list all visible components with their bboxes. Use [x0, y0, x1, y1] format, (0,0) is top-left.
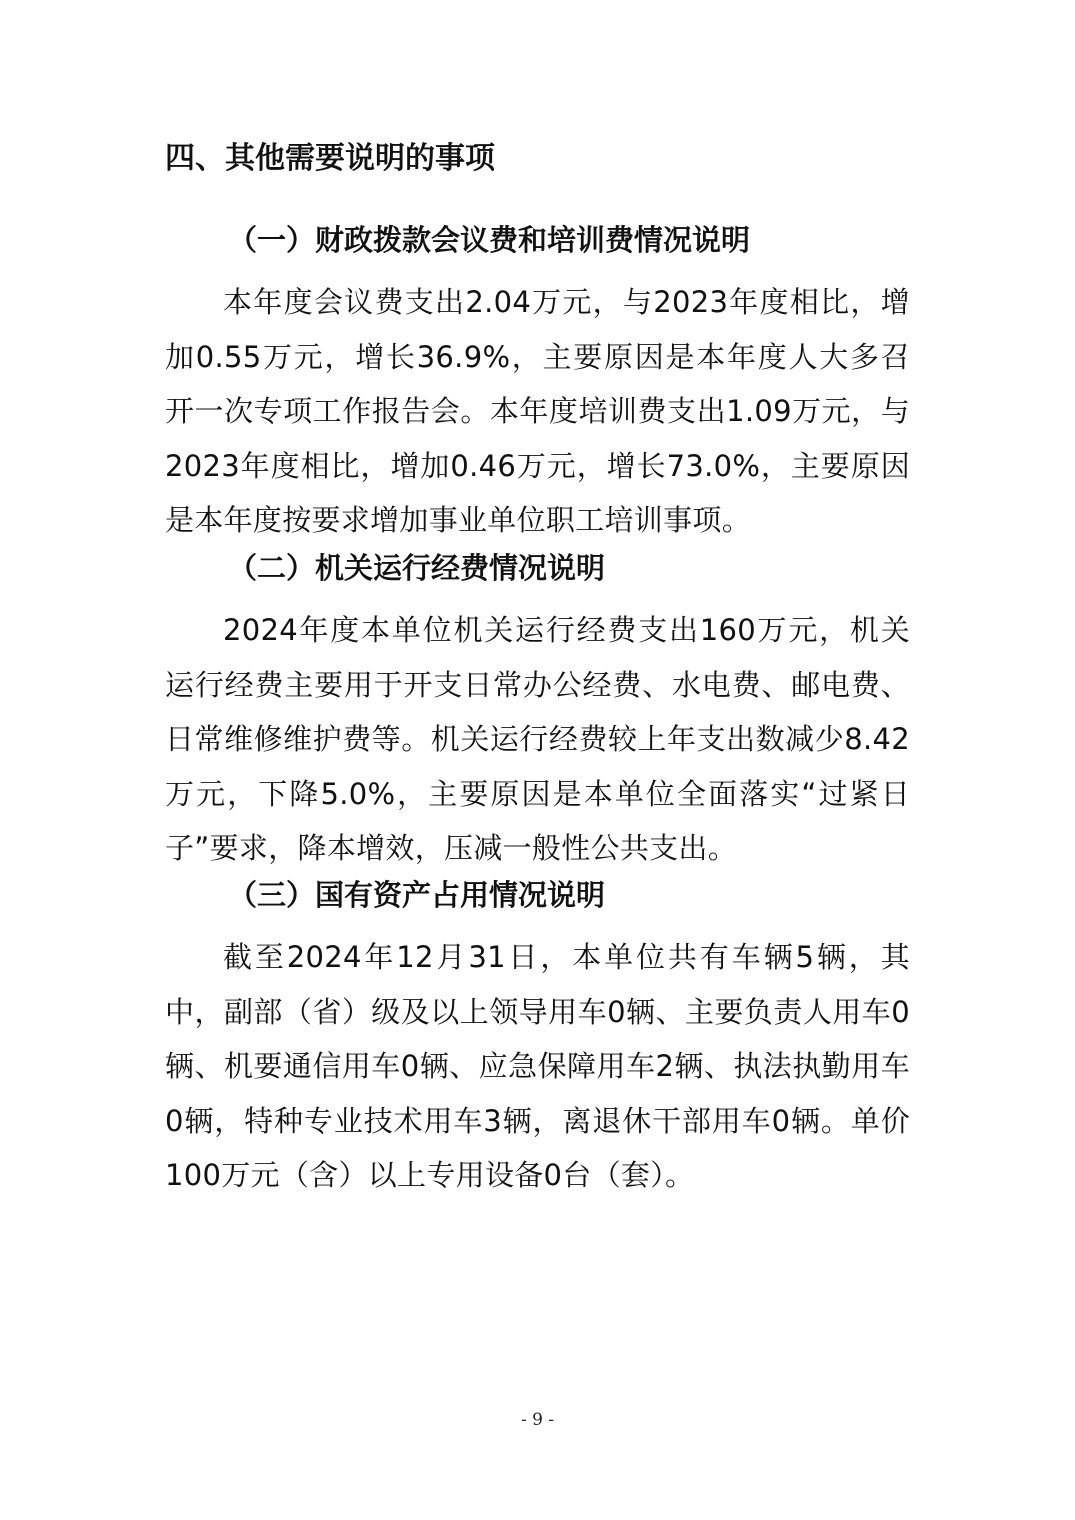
page-number: - 9 -	[520, 1410, 555, 1430]
subheading-operating-expenses: （二）机关运行经费情况说明	[228, 551, 606, 585]
subheading-meeting-training-fees: （一）财政拨款会议费和培训费情况说明	[228, 223, 751, 257]
section-heading: 四、其他需要说明的事项	[165, 141, 495, 176]
paragraph-state-assets: 截至2024年12月31日，本单位共有车辆5辆，其中，副部（省）级及以上领导用车0辆、主要负责人用车0辆、机要通信用车0辆、应急保障用车2辆、执法执勤用车0辆，特种专业技术用车3辆，离退休干部用车0辆。单价100万元（含）以上专用设备0台（套）。	[165, 940, 910, 1193]
subheading-state-assets: （三）国有资产占用情况说明	[228, 878, 606, 912]
paragraph-operating-expenses: 2024年度本单位机关运行经费支出160万元，机关运行经费主要用于开支日常办公经费、水电费、邮电费、日常维修维护费等。机关运行经费较上年支出数减少8.42万元，下降5.0%，主要原因是本单位全面落实“过紧日子”要求，降本增效，压减一般性公共支出。	[165, 613, 910, 866]
paragraph-meeting-training-fees: 本年度会议费支出2.04万元，与2023年度相比，增加0.55万元，增长36.9%，主要原因是本年度人大多召开一次专项工作报告会。本年度培训费支出1.09万元，与2023年度相比，增加0.46万元，增长73.0%，主要原因是本年度按要求增加事业单位职工培训事项。	[165, 285, 910, 538]
